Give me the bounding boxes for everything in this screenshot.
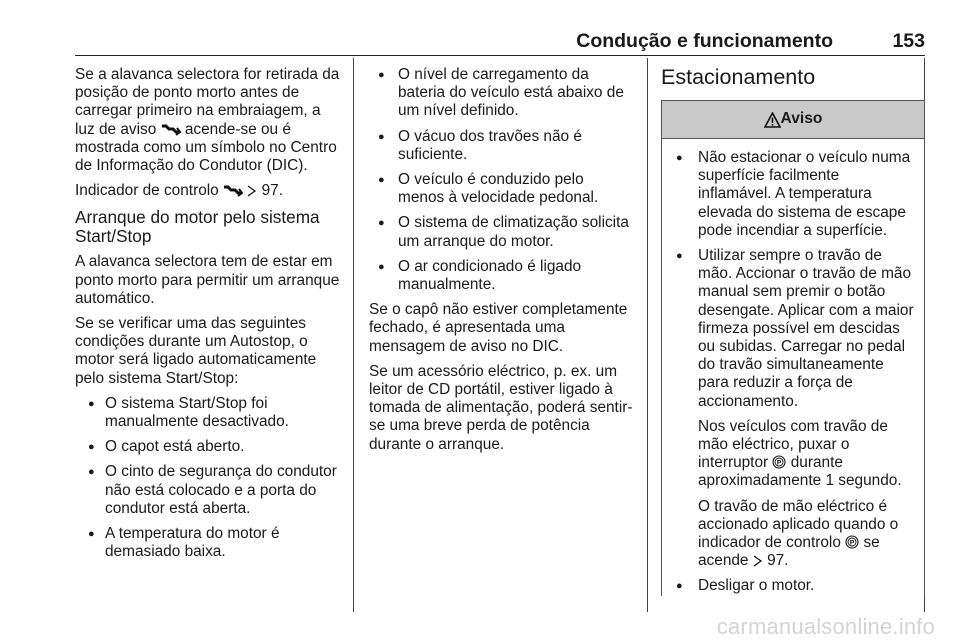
gearbox-warning-icon — [161, 123, 181, 136]
column-middle — [369, 66, 633, 461]
warning-triangle-icon — [764, 112, 781, 128]
list-item: ● A temperatura do motor é demasiado baixa. — [75, 525, 341, 561]
paragraph — [75, 182, 341, 200]
warning-list — [672, 149, 914, 596]
text: Nos veículos com travão de mão eléctrico, puxar o interruptor — [698, 417, 888, 472]
warning-body — [662, 139, 924, 596]
column-divider-1 — [353, 58, 354, 612]
warning-box — [661, 100, 925, 596]
list-item: ● O sistema de climatização solicita um arranque do motor. — [369, 214, 633, 250]
paragraph: Se um acessório eléctrico, p. ex. um leitor de CD portátil, estiver ligado à tomada de alimentação, poderá sentir-se uma breve perda de potência durante o arranque. — [369, 362, 633, 453]
page-header — [75, 24, 925, 56]
warning-title: Aviso — [780, 110, 823, 128]
condition-list — [75, 395, 341, 562]
header-rule — [75, 55, 925, 56]
column-divider-2 — [647, 58, 648, 612]
section-heading: Estacionamento — [661, 65, 816, 89]
paragraph: A alavanca selectora tem de estar em ponto morto para permitir um arranque automático. — [75, 253, 340, 307]
paragraph — [698, 418, 914, 491]
column-right — [661, 62, 925, 603]
list-item: ● Não estacionar o veículo numa superfície facilmente inflamável. A temperatura elevada do sistema de escape pode incendiar a superfície. — [672, 149, 914, 240]
list-item: ● Desligar o motor. — [672, 577, 914, 595]
list-item: ● O vácuo dos travões não é suficiente. — [369, 128, 633, 164]
svg-text:P: P — [850, 539, 855, 547]
svg-text:P: P — [777, 459, 782, 467]
list-item — [672, 247, 914, 570]
list-item: ● O cinto de segurança do condutor não está colocado e a porta do condutor está aberta. — [75, 463, 341, 518]
text: Se a alavanca selectora for retirada da posição de ponto morto antes de carregar primeiro na embraiagem, a luz de aviso — [75, 66, 340, 138]
section-heading: Arranque do motor pelo sistema Start/Stop — [75, 207, 320, 247]
watermark: carmanualsonline.info — [716, 614, 935, 639]
paragraph — [698, 498, 914, 571]
text: O travão de mão eléctrico é accionado aplicado quando o indicador de controlo — [698, 497, 899, 552]
text: durante aproximadamente 1 segundo. — [698, 454, 902, 490]
warning-header — [662, 101, 924, 139]
text: acende-se ou é mostrada como um símbolo no Centro de Informação do Condutor (DIC). — [75, 120, 337, 175]
column-left — [75, 66, 341, 568]
page-reference-icon — [247, 185, 257, 197]
chapter-title: Condução e funcionamento — [576, 30, 833, 52]
list-item: ● O ar condicionado é ligado manualmente. — [369, 258, 633, 294]
paragraph: ● Utilizar sempre o travão de mão. Accionar o travão de mão manual sem premir o botão desengate. Aplicar com a maior firmeza possível em descidas ou subidas. Carregar no pedal do travão simultaneamente para reduzir a força de accionamento. — [698, 247, 914, 410]
paragraph: Se o capô não estiver completamente fechado, é apresentada uma mensagem de aviso no DIC. — [369, 301, 628, 355]
page-reference: 97. — [261, 182, 283, 200]
parking-brake-icon — [772, 455, 786, 469]
parking-brake-icon — [845, 535, 859, 549]
page-number: 153 — [892, 30, 925, 52]
page-reference: 97. — [767, 552, 789, 570]
text: Indicador de controlo — [75, 182, 219, 200]
paragraph: Se se verificar uma das seguintes condições durante um Autostop, o motor será ligado automaticamente pelo sistema Start/Stop: — [75, 315, 317, 387]
condition-list — [369, 66, 633, 294]
page-reference-icon — [753, 555, 763, 567]
list-item: ● O sistema Start/Stop foi manualmente desactivado. — [75, 395, 341, 431]
list-item: ● O capot está aberto. — [75, 438, 341, 456]
text: se acende — [698, 534, 880, 570]
list-item: ● O veículo é conduzido pelo menos à velocidade pedonal. — [369, 171, 633, 207]
list-item: ● O nível de carregamento da bateria do veículo está abaixo de um nível definido. — [369, 66, 633, 121]
gearbox-warning-icon — [223, 184, 243, 197]
paragraph — [75, 66, 341, 175]
